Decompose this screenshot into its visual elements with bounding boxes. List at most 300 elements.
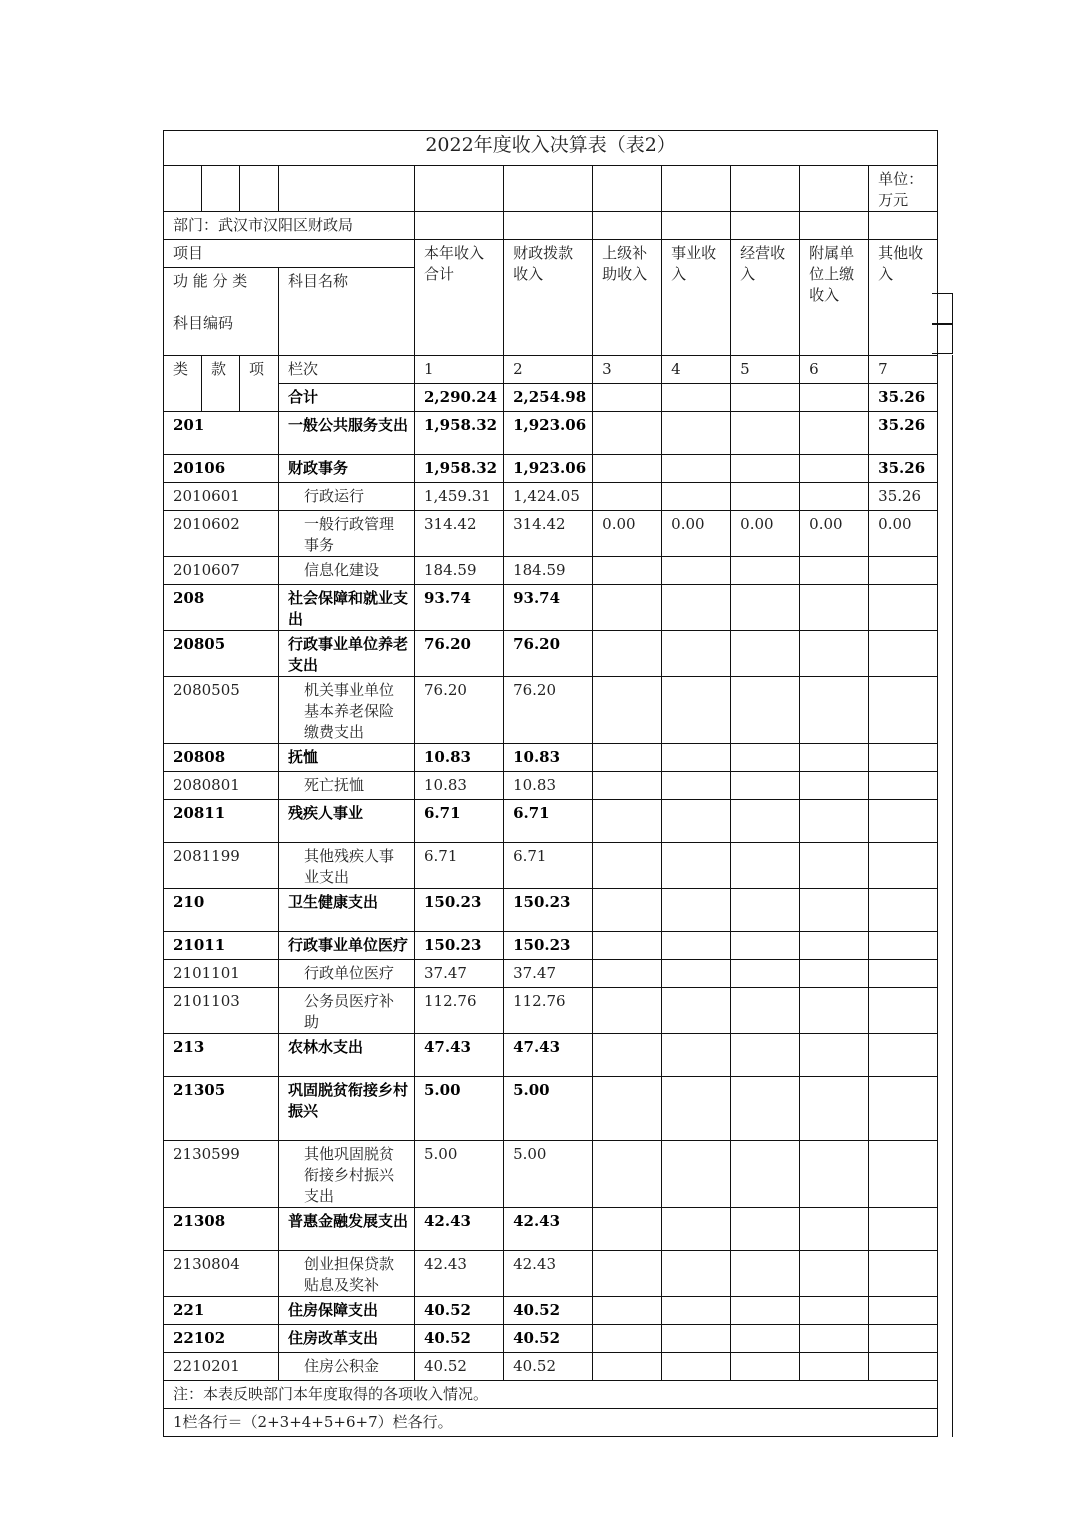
row-value: 10.83 (504, 744, 593, 772)
table-row (164, 631, 938, 677)
row-value (731, 1034, 800, 1077)
row-value: 76.20 (504, 677, 593, 744)
margin-box (932, 323, 953, 354)
table-note: 注：本表反映部门本年度取得的各项收入情况。 (164, 1381, 938, 1409)
row-value (731, 455, 800, 483)
data-table (163, 130, 938, 1437)
lei-header: 类 (164, 356, 202, 412)
row-value: 93.74 (415, 585, 504, 631)
row-code: 2210201 (164, 1353, 279, 1381)
row-value (731, 889, 800, 932)
row-value (800, 384, 869, 412)
row-value: 40.52 (504, 1325, 593, 1353)
row-value (593, 988, 662, 1034)
row-code: 21011 (164, 932, 279, 960)
row-value (869, 1297, 938, 1325)
row-code: 221 (164, 1297, 279, 1325)
row-value: 6.71 (415, 800, 504, 843)
blank-cell (504, 212, 593, 240)
row-value: 2,254.98 (504, 384, 593, 412)
row-value: 112.76 (415, 988, 504, 1034)
row-value (662, 677, 731, 744)
row-name: 一般行政管理事务 (279, 511, 415, 557)
table-row (164, 455, 938, 483)
row-value (800, 585, 869, 631)
note-row (164, 1409, 938, 1437)
row-value (869, 843, 938, 889)
row-value (869, 744, 938, 772)
blank-cell (279, 166, 415, 212)
table-row (164, 483, 938, 511)
row-value: 37.47 (504, 960, 593, 988)
row-value (800, 1077, 869, 1141)
row-value: 1,958.32 (415, 455, 504, 483)
col-number: 5 (731, 356, 800, 384)
row-value (800, 988, 869, 1034)
col-header-other-income: 其他收入 (869, 240, 938, 356)
row-value (731, 772, 800, 800)
row-value (869, 960, 938, 988)
row-value (731, 412, 800, 455)
table-row (164, 1034, 938, 1077)
table-row (164, 1297, 938, 1325)
row-name: 卫生健康支出 (279, 889, 415, 932)
row-value (662, 988, 731, 1034)
row-value (731, 1353, 800, 1381)
table-row (164, 1325, 938, 1353)
row-value (662, 1325, 731, 1353)
row-value (869, 1034, 938, 1077)
row-value: 184.59 (504, 557, 593, 585)
table-row (164, 412, 938, 455)
row-value (593, 1251, 662, 1297)
row-value (800, 889, 869, 932)
row-code: 210 (164, 889, 279, 932)
table-row (164, 585, 938, 631)
row-value (593, 1325, 662, 1353)
row-name: 财政事务 (279, 455, 415, 483)
col-number: 1 (415, 356, 504, 384)
row-value (869, 1141, 938, 1208)
row-code: 2081199 (164, 843, 279, 889)
row-value: 5.00 (504, 1141, 593, 1208)
row-value (800, 960, 869, 988)
row-name: 合计 (279, 384, 415, 412)
table-row (164, 1077, 938, 1141)
row-value (662, 772, 731, 800)
row-value: 150.23 (504, 889, 593, 932)
col-number: 4 (662, 356, 731, 384)
row-value (662, 1034, 731, 1077)
row-value: 42.43 (415, 1208, 504, 1251)
row-value (800, 677, 869, 744)
row-value (662, 384, 731, 412)
row-value: 1,958.32 (415, 412, 504, 455)
row-code: 2010601 (164, 483, 279, 511)
row-value: 6.71 (415, 843, 504, 889)
row-value (869, 677, 938, 744)
row-value (869, 585, 938, 631)
row-value (800, 800, 869, 843)
row-value: 6.71 (504, 843, 593, 889)
row-value: 10.83 (415, 744, 504, 772)
row-value (869, 772, 938, 800)
row-value (662, 744, 731, 772)
row-value: 184.59 (415, 557, 504, 585)
row-value: 2,290.24 (415, 384, 504, 412)
xiang-header: 项 (240, 356, 279, 412)
row-name: 普惠金融发展支出 (279, 1208, 415, 1251)
row-value (731, 384, 800, 412)
row-value: 40.52 (415, 1353, 504, 1381)
row-value (662, 1251, 731, 1297)
row-value (662, 800, 731, 843)
table-row (164, 772, 938, 800)
row-value (593, 677, 662, 744)
row-value (800, 744, 869, 772)
income-final-accounts-table (163, 130, 938, 1437)
table-row (164, 677, 938, 744)
row-value: 1,923.06 (504, 412, 593, 455)
table-row (164, 988, 938, 1034)
row-code: 2010607 (164, 557, 279, 585)
row-value (800, 1141, 869, 1208)
row-code: 208 (164, 585, 279, 631)
row-value (731, 631, 800, 677)
row-value (800, 1034, 869, 1077)
row-value (731, 988, 800, 1034)
row-code: 21308 (164, 1208, 279, 1251)
row-name: 行政单位医疗 (279, 960, 415, 988)
row-value: 10.83 (415, 772, 504, 800)
table-note: 1栏各行＝（2+3+4+5+6+7）栏各行。 (164, 1409, 938, 1437)
row-value (731, 483, 800, 511)
row-value (800, 1297, 869, 1325)
row-value (593, 889, 662, 932)
row-value: 1,923.06 (504, 455, 593, 483)
row-value (662, 843, 731, 889)
row-code: 2130599 (164, 1141, 279, 1208)
row-value (731, 1297, 800, 1325)
row-value (869, 932, 938, 960)
row-name: 一般公共服务支出 (279, 412, 415, 455)
row-value: 5.00 (415, 1077, 504, 1141)
row-name: 公务员医疗补助 (279, 988, 415, 1034)
row-value (869, 1353, 938, 1381)
row-value: 42.43 (415, 1251, 504, 1297)
row-value: 40.52 (504, 1297, 593, 1325)
row-value (662, 960, 731, 988)
row-value (593, 1208, 662, 1251)
col-number: 2 (504, 356, 593, 384)
row-value (593, 384, 662, 412)
row-value (593, 1353, 662, 1381)
row-value (800, 557, 869, 585)
row-value: 10.83 (504, 772, 593, 800)
subject-code-label: 科目编码 (173, 314, 234, 332)
row-value: 0.00 (662, 511, 731, 557)
row-value: 314.42 (415, 511, 504, 557)
table-title: 2022年度收入决算表（表2） (164, 131, 938, 166)
table-row (164, 1208, 938, 1251)
blank-cell (731, 166, 800, 212)
row-value (731, 557, 800, 585)
row-value: 76.20 (415, 631, 504, 677)
blank-cell (662, 166, 731, 212)
table-row (164, 932, 938, 960)
row-value: 150.23 (504, 932, 593, 960)
note-row (164, 1381, 938, 1409)
row-value: 93.74 (504, 585, 593, 631)
blank-cell (800, 166, 869, 212)
row-value: 35.26 (869, 483, 938, 511)
department-label: 部门：武汉市汉阳区财政局 (164, 212, 415, 240)
row-value (593, 631, 662, 677)
table-row (164, 511, 938, 557)
row-value (731, 843, 800, 889)
row-value (593, 1034, 662, 1077)
blank-cell (504, 166, 593, 212)
row-name: 创业担保贷款贴息及奖补 (279, 1251, 415, 1297)
row-value (662, 1353, 731, 1381)
row-value: 0.00 (800, 511, 869, 557)
col-header-total-income: 本年收入合计 (415, 240, 504, 356)
row-value: 5.00 (504, 1077, 593, 1141)
row-name: 住房保障支出 (279, 1297, 415, 1325)
row-value: 0.00 (869, 511, 938, 557)
row-value (800, 1353, 869, 1381)
row-value (662, 932, 731, 960)
row-value (731, 744, 800, 772)
row-value: 40.52 (415, 1297, 504, 1325)
row-value (731, 1325, 800, 1353)
row-value: 112.76 (504, 988, 593, 1034)
row-code: 2101103 (164, 988, 279, 1034)
row-value: 1,424.05 (504, 483, 593, 511)
blank-cell (415, 166, 504, 212)
row-value (731, 800, 800, 843)
row-value (593, 455, 662, 483)
row-value (593, 800, 662, 843)
blank-cell (662, 212, 731, 240)
row-value (662, 631, 731, 677)
row-value (800, 631, 869, 677)
col-number: 7 (869, 356, 938, 384)
row-value: 150.23 (415, 932, 504, 960)
col-header-operating-income: 经营收入 (731, 240, 800, 356)
row-value (731, 1208, 800, 1251)
row-value (662, 455, 731, 483)
kuan-header: 款 (202, 356, 240, 412)
row-value: 0.00 (593, 511, 662, 557)
row-value (593, 960, 662, 988)
row-value: 0.00 (731, 511, 800, 557)
row-code: 2130804 (164, 1251, 279, 1297)
row-name: 机关事业单位基本养老保险缴费支出 (279, 677, 415, 744)
row-code: 20808 (164, 744, 279, 772)
col-number: 6 (800, 356, 869, 384)
blank-cell (593, 166, 662, 212)
row-code: 21305 (164, 1077, 279, 1141)
row-value (593, 1141, 662, 1208)
row-value (800, 412, 869, 455)
row-value (869, 1251, 938, 1297)
col-header-fiscal-appropriation: 财政拨款收入 (504, 240, 593, 356)
row-value (662, 585, 731, 631)
table-row (164, 744, 938, 772)
row-value (800, 455, 869, 483)
row-value (593, 932, 662, 960)
col-number: 3 (593, 356, 662, 384)
row-value: 47.43 (504, 1034, 593, 1077)
blank-cell (800, 212, 869, 240)
row-value: 5.00 (415, 1141, 504, 1208)
row-value (869, 889, 938, 932)
row-value (800, 1208, 869, 1251)
row-value (800, 843, 869, 889)
col-header-superior-subsidy: 上级补助收入 (593, 240, 662, 356)
row-value (662, 1297, 731, 1325)
row-value (800, 1251, 869, 1297)
subject-name-header: 科目名称 (279, 268, 415, 356)
row-value (731, 1077, 800, 1141)
blank-cell (869, 212, 938, 240)
row-value (800, 772, 869, 800)
row-name: 死亡抚恤 (279, 772, 415, 800)
row-value (593, 557, 662, 585)
table-row (164, 843, 938, 889)
function-class-label: 功 能 分 类 (173, 272, 248, 290)
row-name: 行政事业单位医疗 (279, 932, 415, 960)
row-name: 抚恤 (279, 744, 415, 772)
unit-label: 单位：万元 (869, 166, 938, 212)
row-code: 20805 (164, 631, 279, 677)
project-header: 项目 (164, 240, 415, 268)
row-value: 40.52 (504, 1353, 593, 1381)
row-value (731, 960, 800, 988)
row-value (731, 677, 800, 744)
row-value (869, 631, 938, 677)
row-value (800, 483, 869, 511)
row-value (869, 1208, 938, 1251)
row-value: 40.52 (415, 1325, 504, 1353)
row-name: 其他残疾人事业支出 (279, 843, 415, 889)
row-name: 巩固脱贫衔接乡村振兴 (279, 1077, 415, 1141)
row-name: 其他巩固脱贫衔接乡村振兴支出 (279, 1141, 415, 1208)
row-value (593, 744, 662, 772)
row-name: 信息化建设 (279, 557, 415, 585)
row-value (593, 1077, 662, 1141)
row-code: 213 (164, 1034, 279, 1077)
row-value: 47.43 (415, 1034, 504, 1077)
row-value (731, 1251, 800, 1297)
row-value (593, 772, 662, 800)
row-name: 农林水支出 (279, 1034, 415, 1077)
row-name: 住房公积金 (279, 1353, 415, 1381)
row-value: 35.26 (869, 412, 938, 455)
row-value (593, 412, 662, 455)
row-value (593, 483, 662, 511)
row-value: 37.47 (415, 960, 504, 988)
blank-cell (415, 212, 504, 240)
row-value (869, 1077, 938, 1141)
blank-cell (164, 166, 202, 212)
row-value (593, 843, 662, 889)
row-value (662, 1208, 731, 1251)
function-class-header (164, 268, 279, 356)
table-row (164, 800, 938, 843)
row-value: 150.23 (415, 889, 504, 932)
row-value (662, 557, 731, 585)
row-value: 35.26 (869, 384, 938, 412)
table-row (164, 557, 938, 585)
row-value: 1,459.31 (415, 483, 504, 511)
row-code: 20106 (164, 455, 279, 483)
row-name: 社会保障和就业支出 (279, 585, 415, 631)
row-value: 42.43 (504, 1208, 593, 1251)
row-value (731, 585, 800, 631)
lanci-header: 栏次 (279, 356, 415, 384)
right-margin-column (932, 355, 953, 1437)
row-code: 2101101 (164, 960, 279, 988)
row-code: 2080505 (164, 677, 279, 744)
row-name: 住房改革支出 (279, 1325, 415, 1353)
row-code: 22102 (164, 1325, 279, 1353)
row-value: 35.26 (869, 455, 938, 483)
margin-box (932, 293, 953, 325)
row-value (662, 1141, 731, 1208)
row-value (869, 557, 938, 585)
row-value (662, 889, 731, 932)
table-row (164, 1141, 938, 1208)
blank-cell (240, 166, 279, 212)
row-value (593, 585, 662, 631)
row-value (869, 988, 938, 1034)
row-name: 行政运行 (279, 483, 415, 511)
row-value (869, 800, 938, 843)
table-row (164, 960, 938, 988)
row-code: 201 (164, 412, 279, 455)
blank-cell (731, 212, 800, 240)
table-row (164, 1353, 938, 1381)
row-value (869, 1325, 938, 1353)
row-value (662, 1077, 731, 1141)
row-value (662, 412, 731, 455)
row-value (800, 1325, 869, 1353)
table-row (164, 384, 938, 412)
row-code: 20811 (164, 800, 279, 843)
row-code: 2010602 (164, 511, 279, 557)
row-value: 314.42 (504, 511, 593, 557)
table-row (164, 889, 938, 932)
row-value (662, 483, 731, 511)
row-name: 行政事业单位养老支出 (279, 631, 415, 677)
row-value (593, 1297, 662, 1325)
row-value: 6.71 (504, 800, 593, 843)
row-value (731, 1141, 800, 1208)
row-value (731, 932, 800, 960)
col-header-business-income: 事业收入 (662, 240, 731, 356)
row-value (800, 932, 869, 960)
row-code: 2080801 (164, 772, 279, 800)
row-name: 残疾人事业 (279, 800, 415, 843)
col-header-affiliated-unit-income: 附属单位上缴收入 (800, 240, 869, 356)
table-row (164, 1251, 938, 1297)
row-value: 42.43 (504, 1251, 593, 1297)
row-value: 76.20 (504, 631, 593, 677)
blank-cell (593, 212, 662, 240)
blank-cell (202, 166, 240, 212)
